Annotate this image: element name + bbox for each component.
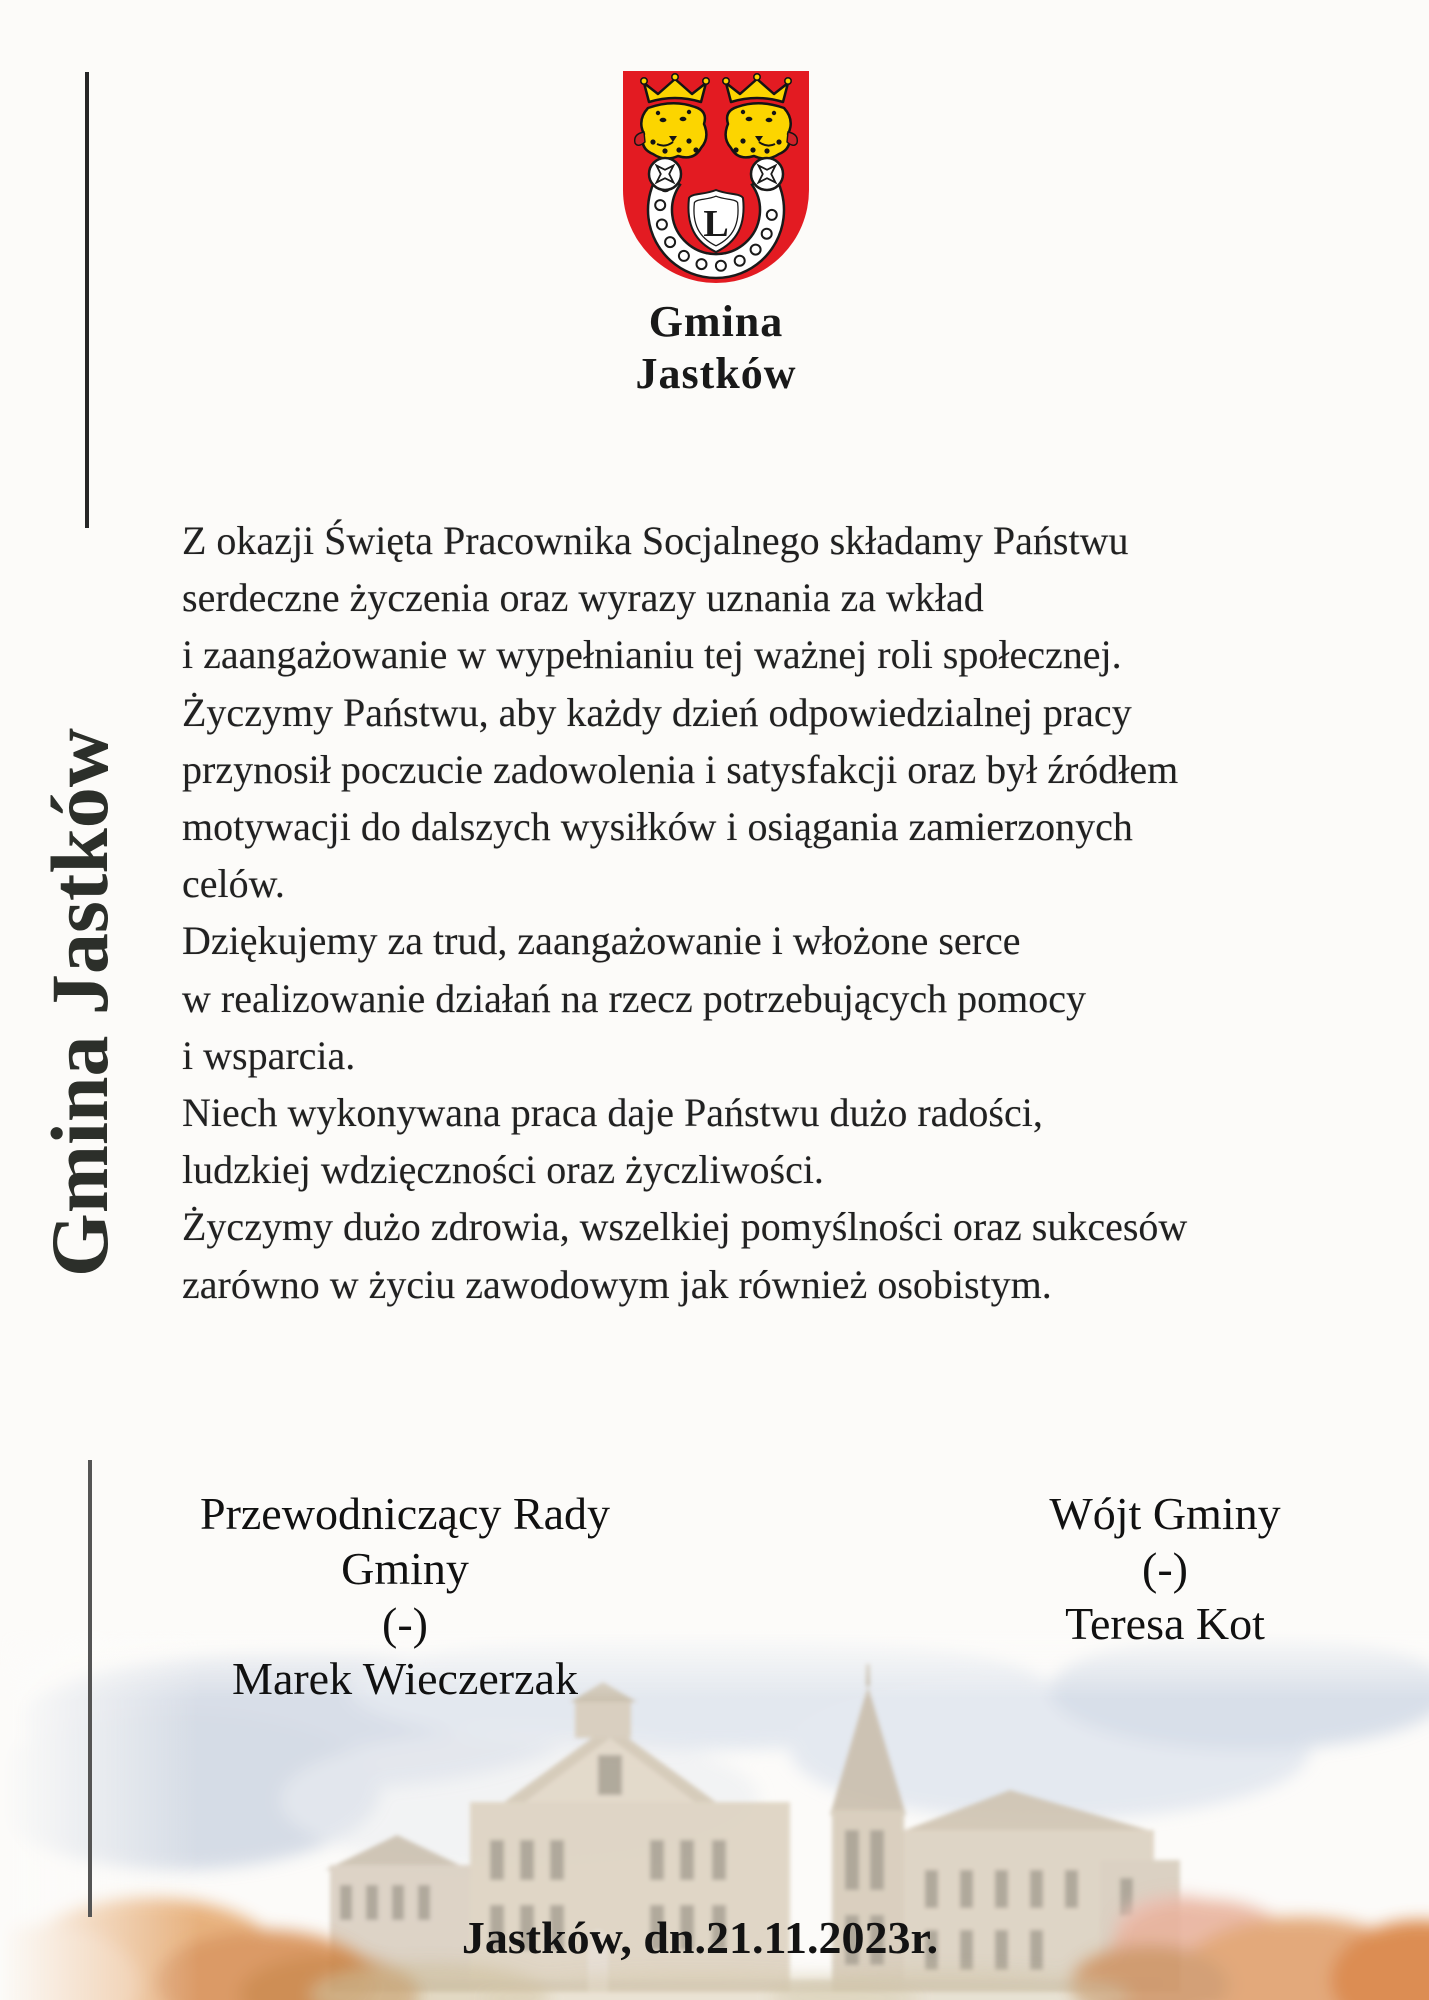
body-line: i wsparcia. [182, 1032, 356, 1078]
body-line: Niech wykonywana praca daje Państwu dużo radości, [182, 1090, 1043, 1136]
crest-caption-line2: Jastków [635, 349, 797, 398]
body-line: Z okazji Święta Pracownika Socjalnego składamy Państwu [182, 518, 1129, 563]
bottom-left-rule [88, 1460, 92, 1917]
body-line: celów. [182, 861, 285, 907]
body-line: zarówno w życiu zawodowym jak również osobistym. [182, 1261, 1052, 1307]
signature-right-sign: (-) [1142, 1543, 1188, 1594]
signature-right-title: Wójt Gminy [1049, 1488, 1281, 1539]
crest-caption-line1: Gmina [648, 297, 784, 346]
crest-letter: L [703, 203, 729, 245]
letter-body [182, 512, 1312, 1313]
signature-left-sign: (-) [382, 1598, 428, 1649]
signature-left-title: Przewodniczący Rady Gminy [199, 1488, 610, 1594]
top-left-rule [85, 72, 89, 528]
body-line: przynosił poczucie zadowolenia i satysfakcji oraz był źródłem [182, 746, 1179, 792]
crest-caption [516, 296, 916, 400]
body-line: Dziękujemy za trud, zaangażowanie i włożone serce [182, 918, 1021, 964]
side-title-vertical: Gmina Jastków [34, 727, 125, 1277]
signature-right-name: Teresa Kot [1065, 1598, 1265, 1649]
signature-right [905, 1486, 1425, 1651]
body-line: w realizowanie działań na rzecz potrzebujących pomocy [182, 975, 1086, 1021]
body-line: motywacji do dalszych wysiłków i osiągania zamierzonych [182, 804, 1133, 850]
body-line: Życzymy dużo zdrowia, wszelkiej pomyślności oraz sukcesów [182, 1204, 1188, 1250]
coat-of-arms-icon [620, 70, 812, 293]
body-line: serdeczne życzenia oraz wyrazy uznania za wkład [182, 575, 984, 621]
body-line: Życzymy Państwu, aby każdy dzień odpowiedzialnej pracy [182, 689, 1132, 735]
signature-left [145, 1486, 665, 1706]
body-line: ludzkiej wdzięczności oraz życzliwości. [182, 1147, 824, 1193]
place-dateline: Jastków, dn.21.11.2023r. [461, 1912, 939, 1963]
signature-left-name: Marek Wieczerzak [232, 1653, 578, 1704]
body-line: i zaangażowanie w wypełnianiu tej ważnej roli społecznej. [182, 632, 1122, 678]
